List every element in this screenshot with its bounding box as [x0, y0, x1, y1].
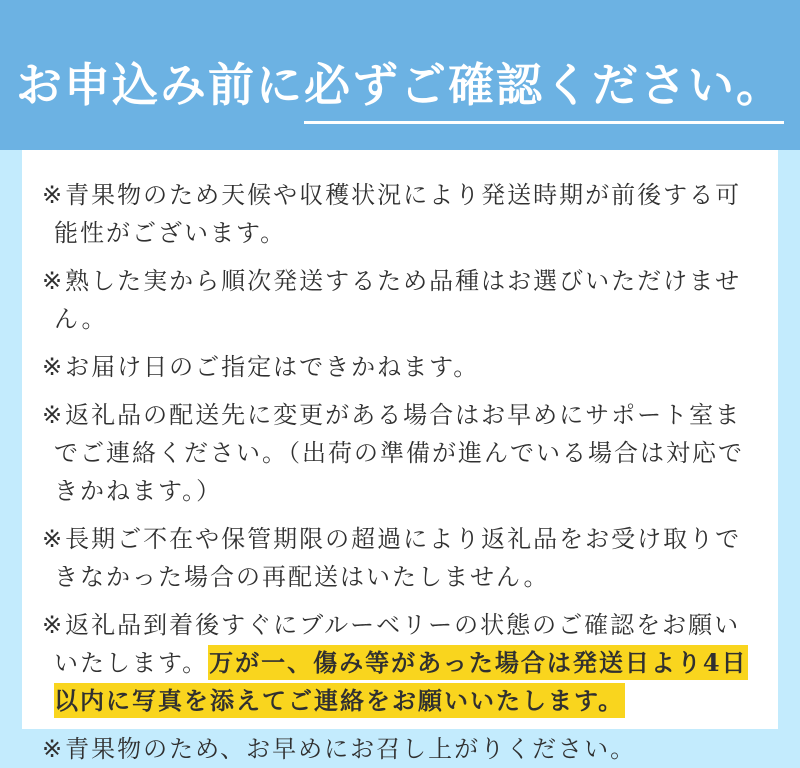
header-banner [0, 0, 800, 150]
notice-item [30, 262, 764, 338]
notice-text: 長期ご不在や保管期限の超過により返礼品をお受け取りできなかった場合の再配送はいたしません。 [54, 525, 742, 591]
page-title [16, 49, 784, 115]
notice-text: 熟した実から順次発送するため品種はお選びいただけません。 [54, 267, 742, 333]
title-text: お申込み前に [16, 58, 304, 112]
notice-item [30, 396, 764, 510]
notice-text: お届け日のご指定はできかねます。 [65, 353, 480, 381]
notice-marker: ※ [42, 181, 65, 209]
notice-marker: ※ [42, 735, 65, 763]
notice-marker: ※ [42, 353, 65, 381]
highlighted-note: 万が一、傷み等があった場合は発送日より4日以内に写真を添えてご連絡をお願いいたします。 [54, 645, 748, 718]
notice-item [30, 520, 764, 596]
notice-text: 返礼品到着後すぐにブルーベリーの状態のご確認をお願いいたします。 [54, 611, 741, 677]
notice-marker: ※ [42, 525, 65, 553]
notice-panel [22, 150, 778, 763]
notice-text: 青果物のため天候や収穫状況により発送時期が前後する可能性がございます。 [54, 181, 742, 247]
notice-item [30, 606, 764, 720]
notice-text: 青果物のため、お早めにお召し上がりください。 [65, 735, 637, 763]
notice-marker: ※ [42, 611, 65, 639]
notice-text: 返礼品の配送先に変更がある場合はお早めにサポート室までご連絡ください。（出荷の準備が進んでいる場合は対応できかねます。） [54, 401, 744, 505]
notice-item [30, 348, 764, 386]
title-underlined-text: 必ずご確認ください。 [304, 58, 784, 124]
notice-item [30, 730, 764, 768]
notice-marker: ※ [42, 401, 65, 429]
notice-item [30, 176, 764, 252]
notice-marker: ※ [42, 267, 65, 295]
